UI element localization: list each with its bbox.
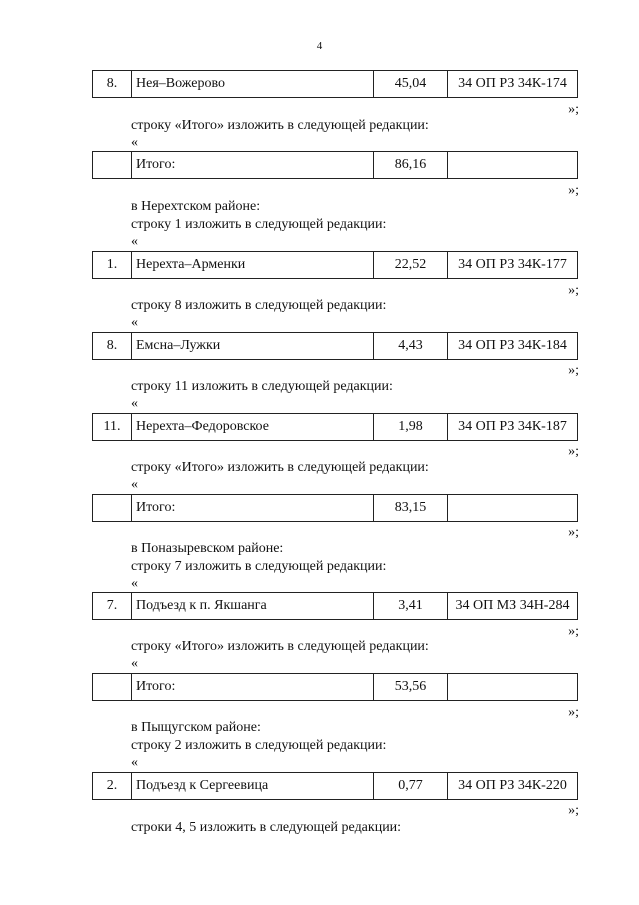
instruction-text: строку «Итого» изложить в следующей редакции:	[131, 460, 429, 475]
row-number: 8.	[93, 71, 132, 97]
table-row	[92, 592, 578, 620]
opening-quote: «	[131, 576, 138, 591]
road-name: Нея–Вожерово	[132, 71, 374, 97]
closing-quote: »;	[568, 183, 579, 198]
closing-quote: »;	[568, 803, 579, 818]
row-number: 8.	[93, 333, 132, 359]
road-name: Итого:	[132, 152, 374, 178]
road-code: 34 ОП РЗ 34К-174	[458, 76, 567, 91]
instruction-text: строку 11 изложить в следующей редакции:	[131, 379, 393, 394]
road-length: 0,77	[374, 773, 448, 799]
closing-quote: »;	[568, 283, 579, 298]
opening-quote: «	[131, 396, 138, 411]
opening-quote: «	[131, 135, 138, 150]
road-length: 53,56	[374, 674, 448, 700]
row-number	[93, 495, 132, 521]
opening-quote: «	[131, 755, 138, 770]
table-row	[92, 70, 578, 98]
closing-quote: »;	[568, 525, 579, 540]
road-length: 22,52	[374, 252, 448, 278]
road-name: Нерехта–Арменки	[132, 252, 374, 278]
table-row-total	[92, 151, 578, 179]
closing-quote: »;	[568, 705, 579, 720]
table-row	[92, 413, 578, 441]
instruction-text: строку «Итого» изложить в следующей редакции:	[131, 639, 429, 654]
row-number: 11.	[93, 414, 132, 440]
row-number: 2.	[93, 773, 132, 799]
row-number	[93, 674, 132, 700]
district-heading: в Поназыревском районе:	[131, 541, 284, 556]
district-heading: в Пыщугском районе:	[131, 720, 261, 735]
road-name: Итого:	[132, 495, 374, 521]
road-length: 86,16	[374, 152, 448, 178]
road-code: 34 ОП МЗ 34Н-284	[455, 598, 570, 613]
opening-quote: «	[131, 234, 138, 249]
road-code: 34 ОП РЗ 34К-184	[458, 338, 567, 353]
opening-quote: «	[131, 315, 138, 330]
road-name: Подъезд к п. Якшанга	[132, 593, 374, 619]
table-row	[92, 772, 578, 800]
table-row	[92, 332, 578, 360]
instruction-text: строку 1 изложить в следующей редакции:	[131, 217, 387, 232]
road-code	[448, 674, 577, 700]
district-heading: в Нерехтском районе:	[131, 199, 261, 214]
road-length: 3,41	[374, 593, 448, 619]
instruction-text: строки 4, 5 изложить в следующей редакции:	[131, 820, 402, 835]
road-length: 4,43	[374, 333, 448, 359]
row-number: 7.	[93, 593, 132, 619]
road-length: 1,98	[374, 414, 448, 440]
table-row-total	[92, 494, 578, 522]
opening-quote: «	[131, 477, 138, 492]
instruction-text: строку «Итого» изложить в следующей редакции:	[131, 118, 429, 133]
table-row	[92, 251, 578, 279]
instruction-text: строку 7 изложить в следующей редакции:	[131, 559, 387, 574]
road-code: 34 ОП РЗ 34К-177	[458, 257, 567, 272]
closing-quote: »;	[568, 102, 579, 117]
row-number: 1.	[93, 252, 132, 278]
closing-quote: »;	[568, 363, 579, 378]
instruction-text: строку 2 изложить в следующей редакции:	[131, 738, 387, 753]
road-name: Емсна–Лужки	[132, 333, 374, 359]
instruction-text: строку 8 изложить в следующей редакции:	[131, 298, 387, 313]
closing-quote: »;	[568, 624, 579, 639]
road-name: Нерехта–Федоровское	[132, 414, 374, 440]
road-code: 34 ОП РЗ 34К-220	[458, 778, 567, 793]
road-code	[448, 495, 577, 521]
closing-quote: »;	[568, 444, 579, 459]
road-length: 83,15	[374, 495, 448, 521]
opening-quote: «	[131, 656, 138, 671]
road-length: 45,04	[374, 71, 448, 97]
road-code: 34 ОП РЗ 34К-187	[458, 419, 567, 434]
row-number	[93, 152, 132, 178]
road-name: Подъезд к Сергеевица	[132, 773, 374, 799]
table-row-total	[92, 673, 578, 701]
page-number: 4	[316, 40, 323, 52]
road-name: Итого:	[132, 674, 374, 700]
road-code	[448, 152, 577, 178]
